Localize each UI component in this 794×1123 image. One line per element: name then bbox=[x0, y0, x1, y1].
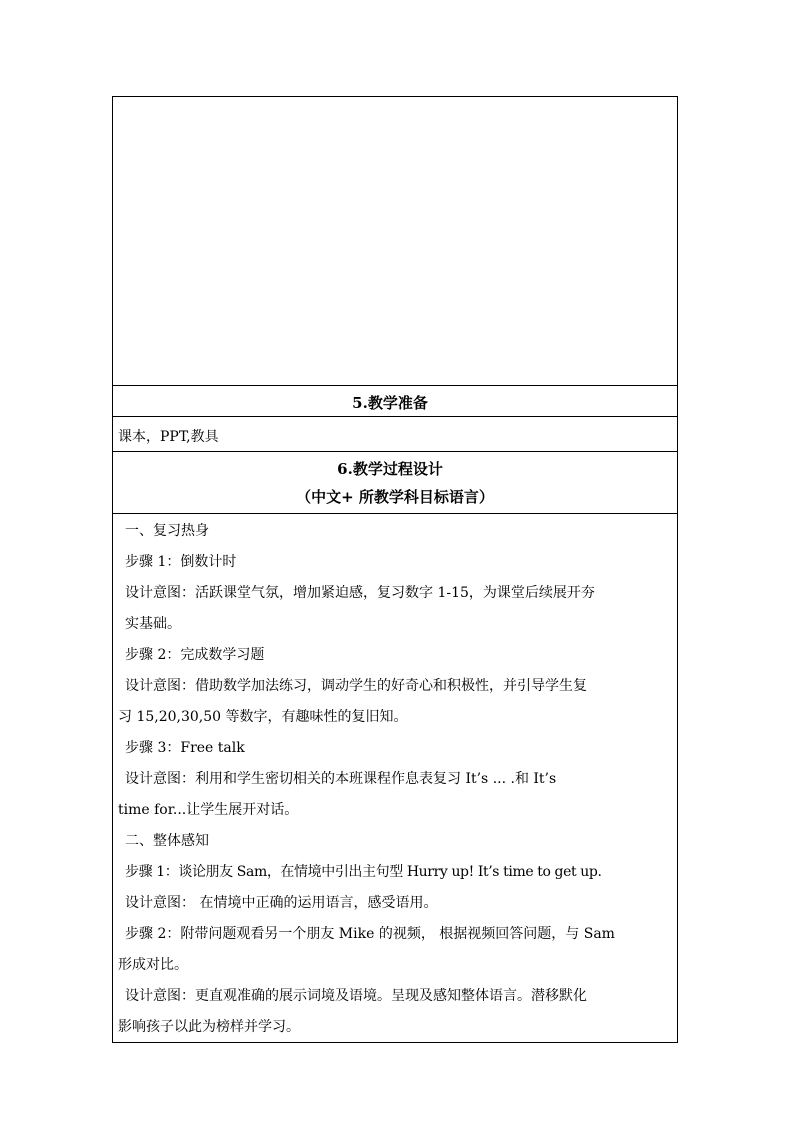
section5-content-cell bbox=[113, 416, 677, 451]
section5-content: 课本，PPT,教具 bbox=[118, 429, 219, 445]
body-line: 设计意图：更直观准确的展示词境及语境。呈现及感知整体语言。潜移默化 bbox=[125, 988, 587, 1004]
body-line: 步骤 1：倒数计时 bbox=[125, 554, 237, 570]
section5-header-cell bbox=[113, 385, 677, 416]
section6-subtitle: （中文+ 所教学科目标语言） bbox=[296, 488, 494, 506]
body-line: 形成对比。 bbox=[118, 957, 188, 973]
body-line: 设计意图：活跃课堂气氛，增加紧迫感，复习数字 1-15，为课堂后续展开夯 bbox=[125, 585, 595, 601]
body-line: 影响孩子以此为榜样并学习。 bbox=[118, 1019, 300, 1035]
body-line: 设计意图：借助数学加法练习，调动学生的好奇心和积极性，并引导学生复 bbox=[125, 678, 587, 694]
section6-title: 6.教学过程设计 bbox=[337, 460, 443, 478]
body-line: 步骤 2：完成数学习题 bbox=[125, 647, 265, 663]
body-line: 二、整体感知 bbox=[125, 833, 209, 849]
body-line: 步骤 3：Free talk bbox=[125, 740, 245, 756]
section6-body-cell bbox=[113, 513, 677, 1042]
section6-header-cell bbox=[113, 451, 677, 513]
lesson-plan-table bbox=[112, 96, 678, 1043]
body-line: 设计意图： 在情境中正确的运用语言，感受语用。 bbox=[125, 895, 438, 911]
body-line: 步骤 1：谈论朋友 Sam，在情境中引出主句型 Hurry up! It’s time to get up. bbox=[125, 864, 602, 880]
body-line: 步骤 2：附带问题观看另一个朋友 Mike 的视频， 根据视频回答问题，与 Sam bbox=[125, 926, 615, 942]
blank-cell bbox=[113, 97, 677, 385]
section5-title: 5.教学准备 bbox=[352, 394, 428, 412]
body-line: 设计意图：利用和学生密切相关的本班课程作息表复习 It’s ... .和 It’s bbox=[125, 771, 557, 787]
body-line: 习 15,20,30,50 等数字，有趣味性的复旧知。 bbox=[118, 709, 408, 725]
body-line: 一、复习热身 bbox=[125, 523, 209, 539]
body-line: time for...让学生展开对话。 bbox=[118, 802, 299, 818]
body-line: 实基础。 bbox=[125, 616, 181, 632]
